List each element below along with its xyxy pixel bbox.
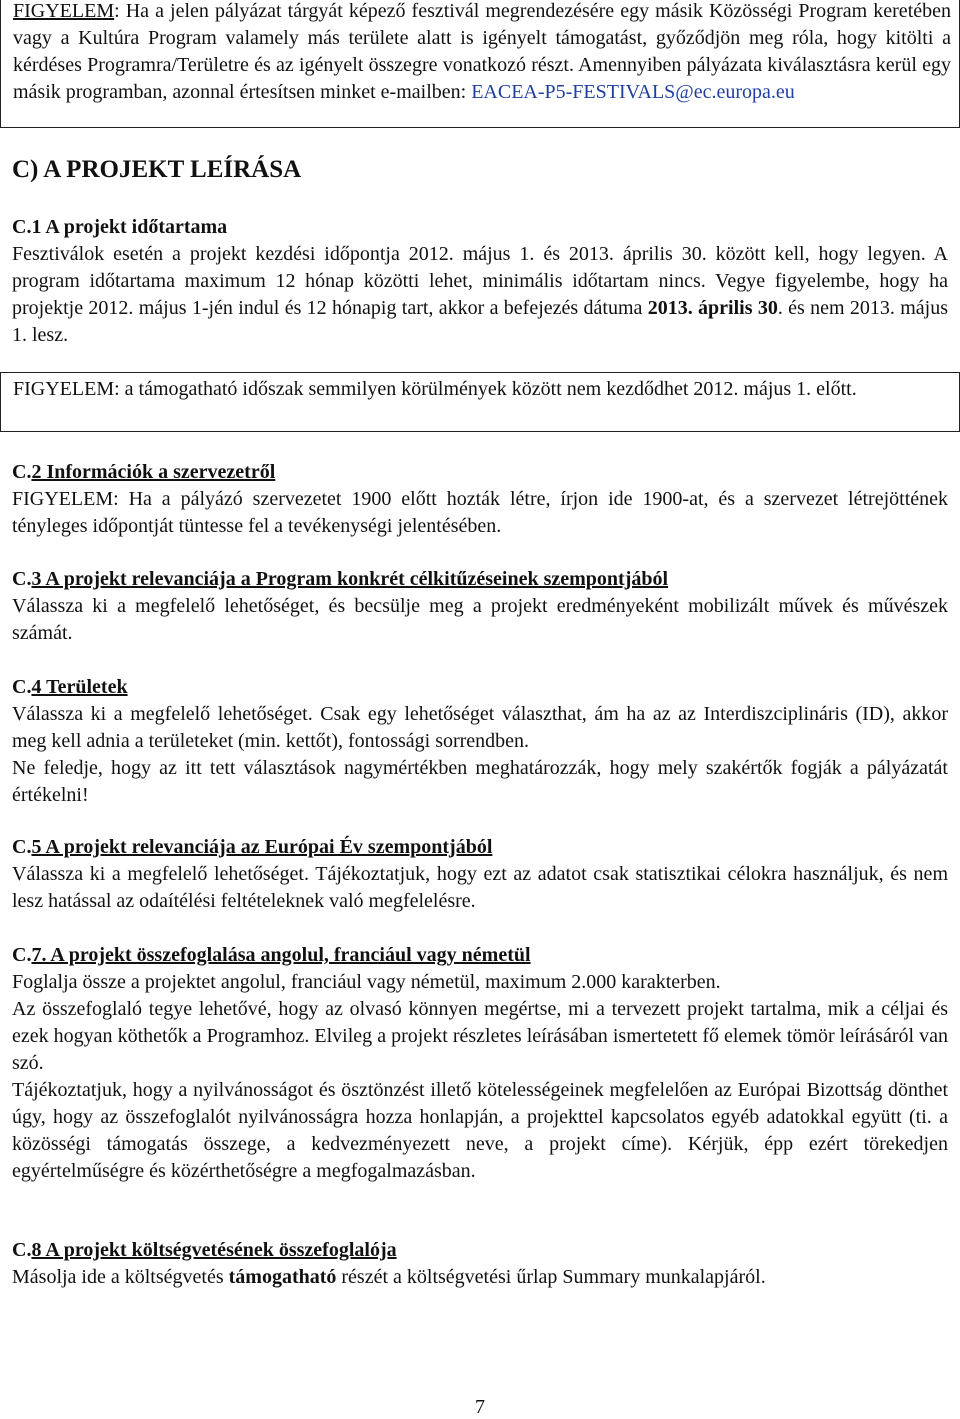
warning-period-text: FIGYELEM: a támogatható időszak semmilyen körülmények között nem kezdődhet 2012. május 1. előtt. xyxy=(13,378,857,400)
warning-paragraph: FIGYELEM: Ha a jelen pályázat tárgyát képező fesztivál megrendezésére egy másik Közösségi Program keretében vagy a Kultúra Program valamely más területe alatt is igényelt támogatást, győződjön meg róla, hogy kitölti a kérdéses Programra/Területre és az igényelt összegre vonatkozó részt. Amennyiben pályázata kiválasztásra kerül egy másik programban, azonnal értesítsen minket e-mailben: EACEA-P5-FESTIVALS@ec.europa.eu xyxy=(13,0,951,103)
section-c3 xyxy=(12,566,948,647)
email-link[interactable]: EACEA-P5-FESTIVALS@ec.europa.eu xyxy=(471,81,795,103)
c8-paragraph: Másolja ide a költségvetés támogatható részét a költségvetési űrlap Summary munkalapjáról. xyxy=(12,1266,766,1288)
warning-box-period xyxy=(0,372,960,432)
c5-paragraph: Válassza ki a megfelelő lehetőséget. Tájékoztatjuk, hogy ezt az adatot csak statisztikai célokra használjuk, és nem lesz hatással az odaítélési feltételeknek való megfelelésre. xyxy=(12,863,948,912)
heading-c2: C.2 Információk a szervezetről xyxy=(12,461,276,483)
c4-paragraph-1: Válassza ki a megfelelő lehetőséget. Csak egy lehetőséget választhat, ám ha az az Interdiszciplináris (ID), akkor meg kell adnia a területeket (min. kettőt), fontossági sorrendben. xyxy=(12,703,948,752)
page-number: 7 xyxy=(475,1396,485,1418)
section-c2 xyxy=(12,459,948,540)
c2-paragraph: FIGYELEM: Ha a pályázó szervezetet 1900 előtt hozták létre, írjon ide 1900-at, és a szervezet létrejöttének tényleges időpontját tüntesse fel a tevékenységi jelentésében. xyxy=(12,488,948,537)
c3-paragraph: Válassza ki a megfelelő lehetőséget, és becsülje meg a projekt eredményeként mobilizált művek és művészek számát. xyxy=(12,595,948,644)
section-c7 xyxy=(12,942,948,1185)
section-c4 xyxy=(12,674,948,809)
section-title: C) A PROJEKT LEÍRÁSA xyxy=(12,156,302,183)
section-c5 xyxy=(12,834,948,915)
section-c1 xyxy=(12,214,948,349)
c7-paragraph-3: Tájékoztatjuk, hogy a nyilvánosságot és ösztönzést illető kötelességeinek megfelelően az Európai Bizottság dönthet úgy, hogy az összefoglalót nyilvánosságra hozza honlapján, a projekttel kapcsolatos egyéb adatokkal együtt (ti. a közösségi támogatás összege, a kedvezményezett neve, a projekt címe). Kérjük, épp ezért törekedjen egyértelműségre és közérthetőségre a megfogalmazásban. xyxy=(12,1079,948,1182)
warning-label: FIGYELEM xyxy=(13,0,115,22)
heading-c5: C.5 A projekt relevanciája az Európai Év szempontjából xyxy=(12,836,493,858)
heading-c4: C.4 Területek xyxy=(12,676,128,698)
heading-c7: C.7. A projekt összefoglalása angolul, franciául vagy németül xyxy=(12,944,531,966)
heading-c8: C.8 A projekt költségvetésének összefoglalója xyxy=(12,1239,397,1261)
heading-c1: C.1 A projekt időtartama xyxy=(12,216,228,238)
c4-paragraph-2: Ne feledje, hogy az itt tett választások nagymértékben meghatározzák, hogy mely szakértők fogják a pályázatát értékelni! xyxy=(12,757,948,806)
c7-paragraph-1: Foglalja össze a projektet angolul, franciául vagy németül, maximum 2.000 karakterben. xyxy=(12,971,721,993)
c1-paragraph: Fesztiválok esetén a projekt kezdési időpontja 2012. május 1. és 2013. április 30. között kell, hogy legyen. A program időtartama maximum 12 hónap közötti lehet, minimális időtartam nincs. Vegye figyelembe, hogy ha projektje 2012. május 1-jén indul és 12 hónapig tart, akkor a befejezés dátuma 2013. április 30. és nem 2013. május 1. lesz. xyxy=(12,243,948,346)
c7-paragraph-2: Az összefoglaló tegye lehetővé, hogy az olvasó könnyen megértse, mi a tervezett projekt tartalma, mik a céljai és ezek hogyan köthetők a Programhoz. Elvileg a projekt részletes leírásában ismertetett fő elemek tömör leírásáról van szó. xyxy=(12,998,948,1074)
section-c8 xyxy=(12,1237,948,1291)
warning-box-festival xyxy=(0,0,960,128)
heading-c3: C.3 A projekt relevanciája a Program konkrét célkitűzéseinek szempontjából xyxy=(12,568,669,590)
